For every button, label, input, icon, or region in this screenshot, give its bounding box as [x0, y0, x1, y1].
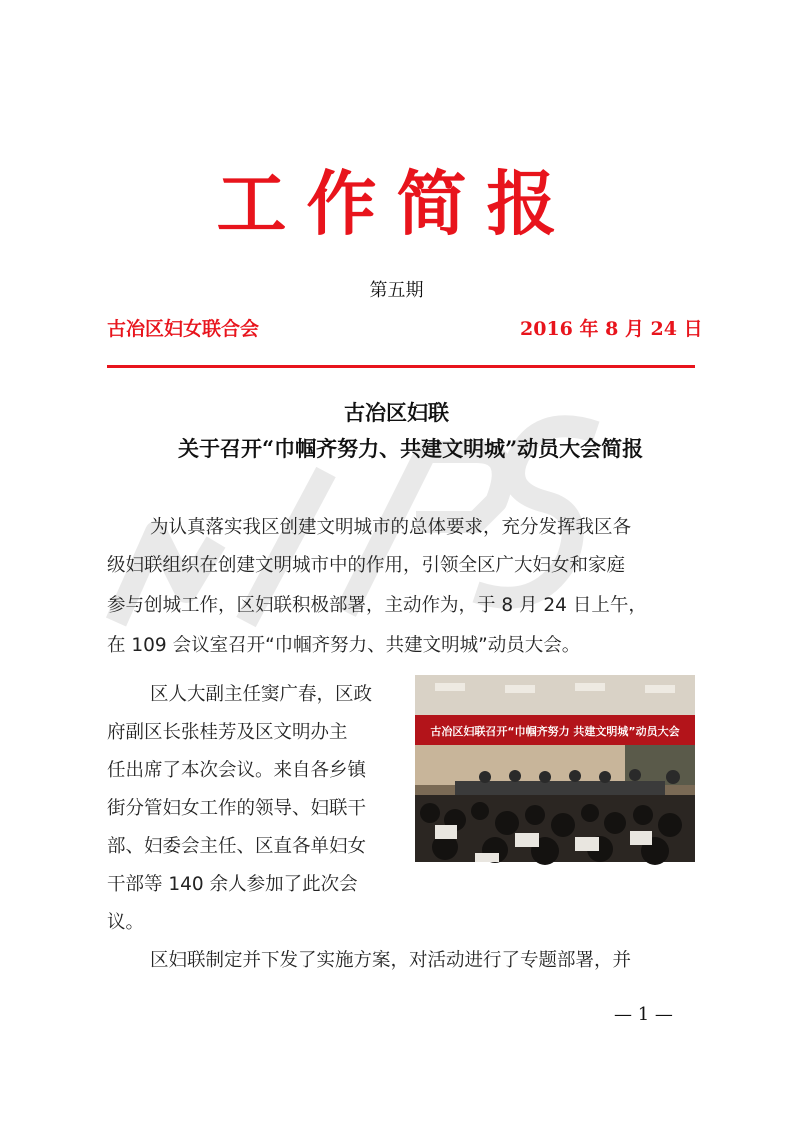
paragraph-line: 干部等 140 余人参加了此次会 [107, 874, 358, 895]
paragraph-line: 为认真落实我区创建文明城市的总体要求，充分发挥我区各 [150, 517, 632, 538]
organization-name: 古冶区妇女联合会 [107, 318, 260, 340]
watermark-text: WPS [96, 377, 135, 396]
page-number: — 1 — [614, 1004, 673, 1025]
paragraph-line: 区妇联制定并下发了实施方案，对活动进行了专题部署，并 [150, 950, 632, 971]
article-title-line1: 古冶区妇联 [344, 400, 449, 425]
photo-banner-text: 古冶区妇联召开“巾帼齐努力 共建文明城”动员大会 [430, 725, 680, 738]
paragraph-line: 任出席了本次会议。来自各乡镇 [107, 760, 367, 781]
paragraph-line: 府副区长张桂芳及区文明办主 [107, 722, 348, 743]
paragraph-line: 参与创城工作，区妇联积极部署，主动作为，于 8 月 24 日上午， [107, 595, 647, 616]
masthead-title: 工作简报 [216, 162, 577, 245]
issue-date: 2016 年 8 月 24 日 [520, 318, 703, 340]
paragraph-line: 在 109 会议室召开“巾帼齐努力、共建文明城”动员大会。 [107, 635, 581, 656]
paragraph-line: 区人大副主任窦广春，区政 [150, 684, 373, 705]
paragraph-line: 部、妇委会主任、区直各单妇女 [107, 836, 367, 857]
paragraph-line: 街分管妇女工作的领导、妇联干 [107, 798, 367, 819]
paragraph-line: 议。 [107, 912, 145, 933]
meeting-photo [415, 675, 695, 862]
header-divider [107, 365, 695, 368]
article-title-line2: 关于召开“巾帼齐努力、共建文明城”动员大会简报 [178, 436, 644, 461]
paragraph-line: 级妇联组织在创建文明城市中的作用，引领全区广大妇女和家庭 [107, 555, 626, 576]
issue-number: 第五期 [369, 280, 424, 301]
